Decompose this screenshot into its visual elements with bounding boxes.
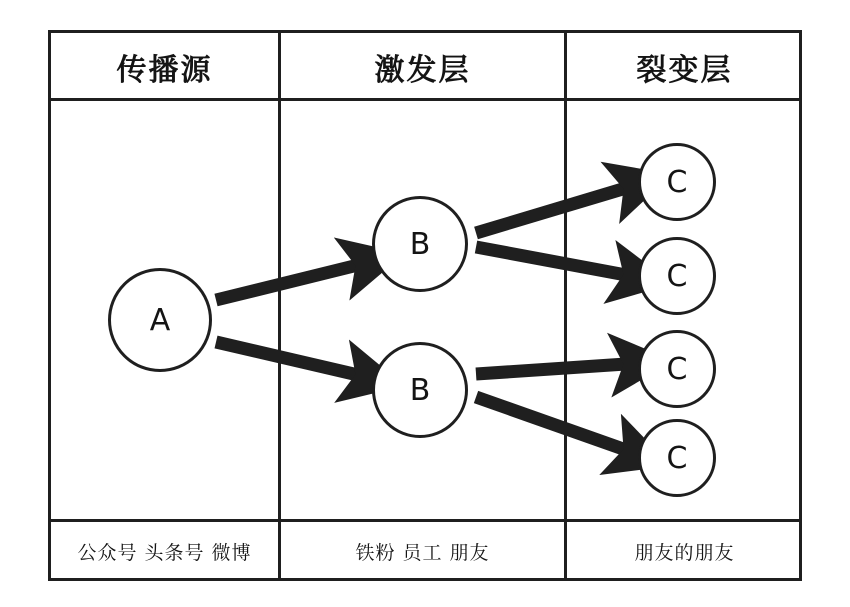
column-divider-2 (564, 30, 567, 581)
header-divider (48, 98, 802, 101)
column-header-trigger: 激发层 (374, 53, 471, 88)
footer-divider (48, 519, 802, 522)
node-a: A (108, 268, 212, 372)
column-footer-source: 公众号 头条号 微博 (77, 541, 252, 564)
node-c3: C (638, 330, 716, 408)
node-c2: C (638, 237, 716, 315)
node-b1: B (372, 196, 468, 292)
node-c1: C (638, 143, 716, 221)
column-footer-trigger: 铁粉 员工 朋友 (355, 541, 490, 564)
column-header-source: 传播源 (116, 53, 213, 88)
node-b2: B (372, 342, 468, 438)
column-footer-fission: 朋友的朋友 (634, 541, 735, 564)
node-c4: C (638, 419, 716, 497)
column-divider-1 (278, 30, 281, 581)
column-header-fission: 裂变层 (636, 53, 733, 88)
